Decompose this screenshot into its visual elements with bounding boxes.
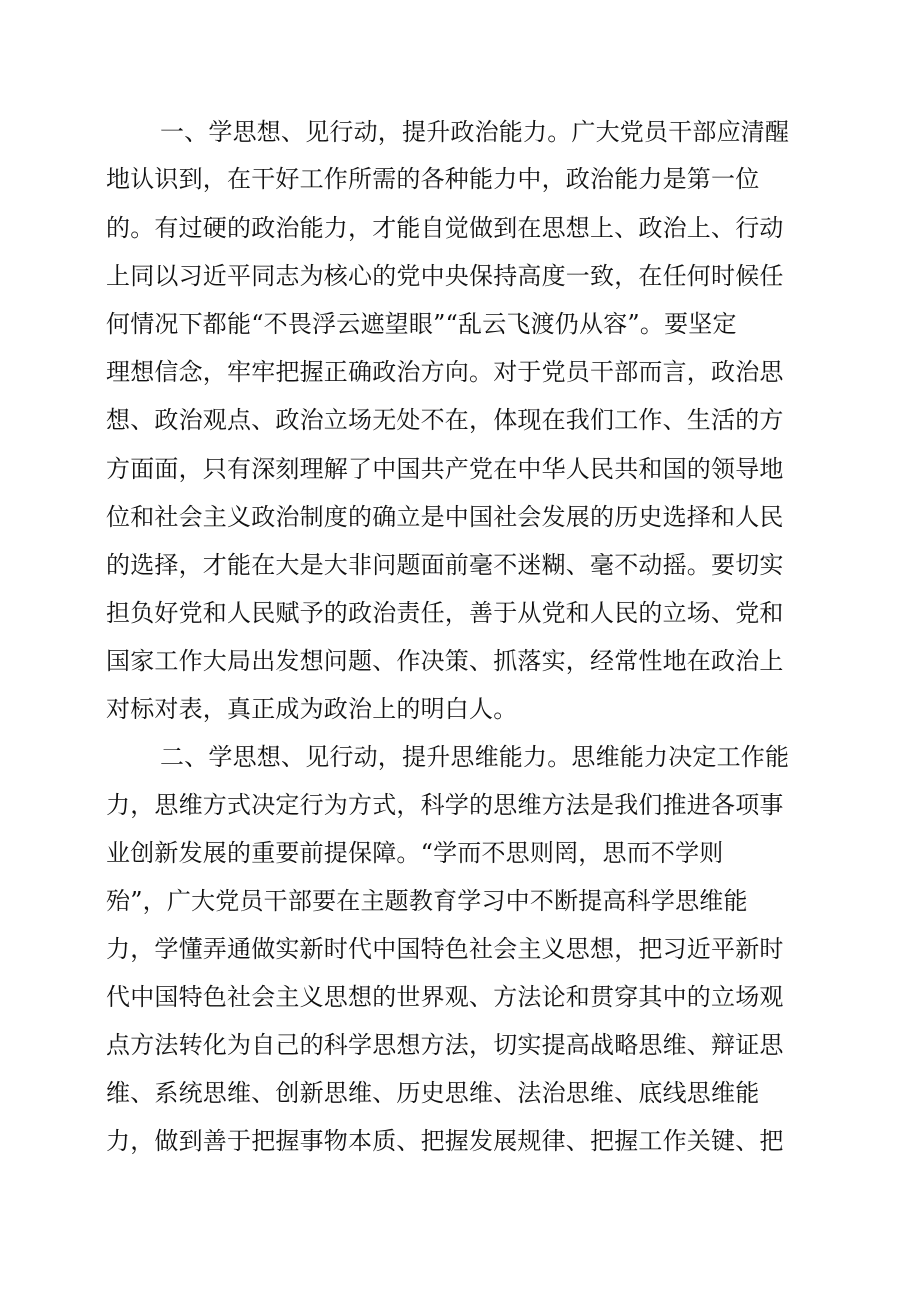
paragraph-1-line-1: 一、学思想、见行动，提升政治能力。广大党员干部应清醒 — [160, 118, 790, 146]
paragraph-1-line-4: 上同以习近平同志为核心的党中央保持高度一致，在任何时候任 — [106, 262, 784, 290]
paragraph-1-line-12: 国家工作大局出发想问题、作决策、抓落实，经常性地在政治上 — [106, 647, 784, 675]
paragraph-1-line-6: 理想信念，牢牢把握正确政治方向。对于党员干部而言，政治思 — [106, 358, 784, 386]
paragraph-2-line-3: 业创新发展的重要前提保障。“学而不思则罔，思而不学则 — [106, 839, 724, 867]
paragraph-2-line-2: 力，思维方式决定行为方式，科学的思维方法是我们推进各项事 — [106, 791, 784, 819]
paragraph-2-line-7: 点方法转化为自己的科学思想方法，切实提高战略思维、辩证思 — [106, 1031, 784, 1059]
paragraph-1-line-3: 的。有过硬的政治能力，才能自觉做到在思想上、政治上、行动 — [106, 214, 784, 242]
paragraph-1-line-8: 方面面，只有深刻理解了中国共产党在中华人民共和国的领导地 — [106, 455, 784, 483]
paragraph-2-line-9: 力，做到善于把握事物本质、把握发展规律、把握工作关键、把 — [106, 1127, 784, 1155]
paragraph-1-line-9: 位和社会主义政治制度的确立是中国社会发展的历史选择和人民 — [106, 503, 784, 531]
paragraph-1-line-10: 的选择，才能在大是大非问题面前毫不迷糊、毫不动摇。要切实 — [106, 551, 784, 579]
paragraph-1-line-5: 何情况下都能“不畏浮云遮望眼”“乱云飞渡仍从容”。要坚定 — [106, 310, 737, 338]
paragraph-2-line-4: 殆”，广大党员干部要在主题教育学习中不断提高科学思维能 — [106, 887, 748, 915]
paragraph-2-line-8: 维、系统思维、创新思维、历史思维、法治思维、底线思维能 — [106, 1079, 760, 1107]
paragraph-1-line-7: 想、政治观点、政治立场无处不在，体现在我们工作、生活的方 — [106, 406, 784, 434]
paragraph-2-line-5: 力，学懂弄通做实新时代中国特色社会主义思想，把习近平新时 — [106, 935, 784, 963]
paragraph-1-line-11: 担负好党和人民赋予的政治责任，善于从党和人民的立场、党和 — [106, 599, 784, 627]
paragraph-1-line-2: 地认识到，在干好工作所需的各种能力中，政治能力是第一位 — [106, 165, 760, 193]
paragraph-2-line-6: 代中国特色社会主义思想的世界观、方法论和贯穿其中的立场观 — [106, 983, 784, 1011]
paragraph-1-line-13: 对标对表，真正成为政治上的明白人。 — [106, 695, 518, 723]
paragraph-2-line-1: 二、学思想、见行动，提升思维能力。思维能力决定工作能 — [160, 743, 790, 771]
